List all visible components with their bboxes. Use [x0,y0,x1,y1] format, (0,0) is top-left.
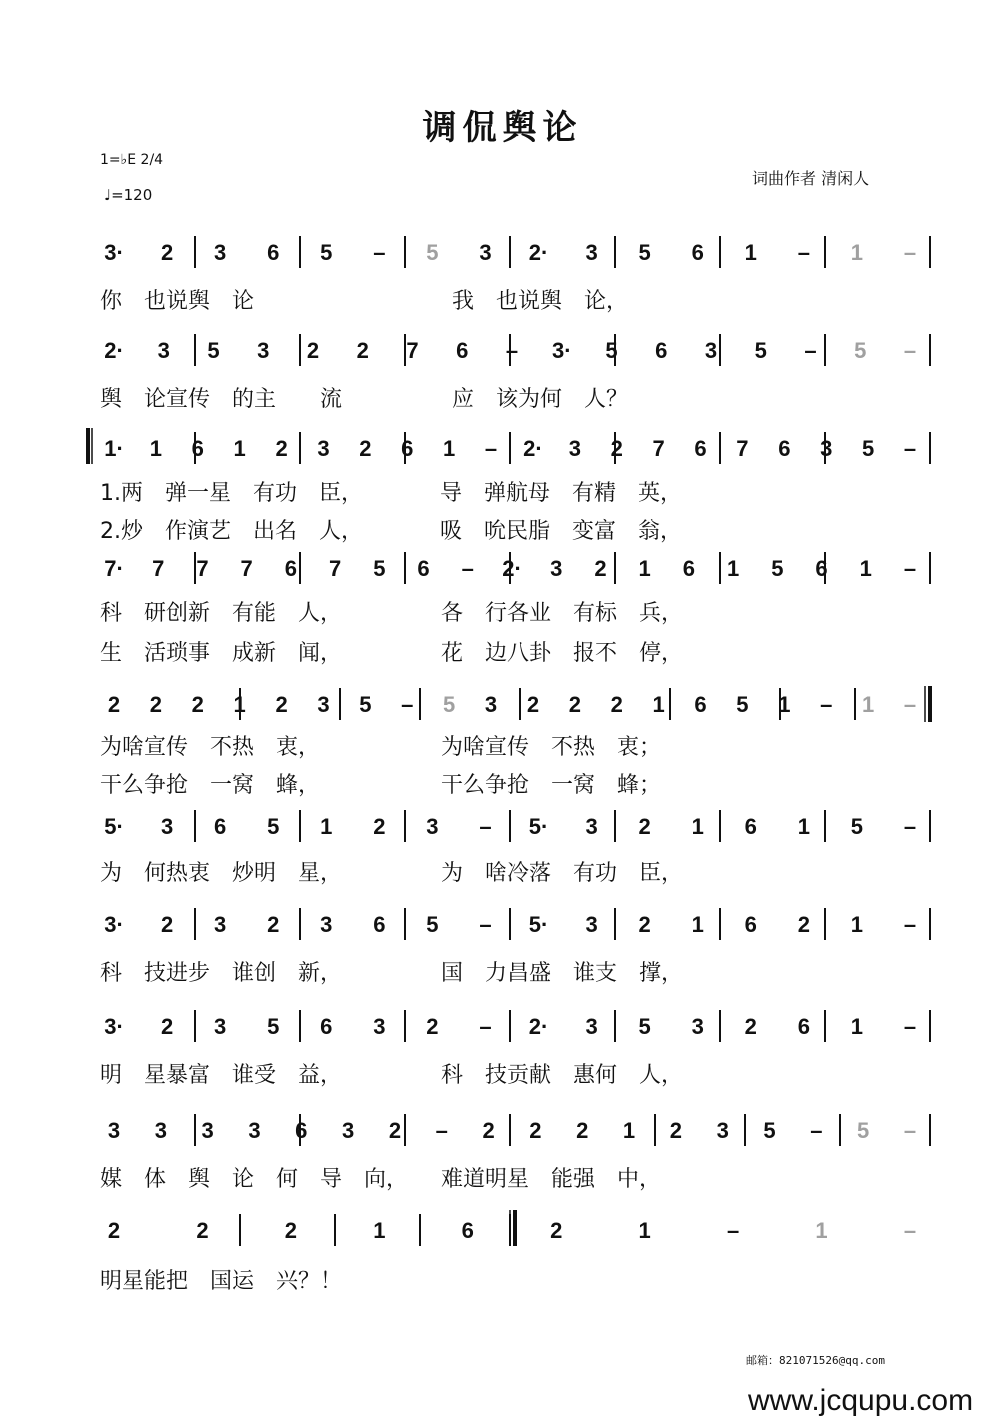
note: 3 [373,1014,386,1039]
note: 6 [778,436,791,461]
note: 3 [341,1118,355,1143]
note: 2 [526,692,540,717]
lyric-line: 干么争抢 一窝 蜂， 干么争抢 一窝 蜂； [100,773,662,798]
note: 7 [406,338,419,363]
note: 5 [320,240,333,265]
note: 5· [528,912,549,937]
lyric-line: 科 技进步 谁创 新， 国 力昌盛 谁支 撑， [100,961,684,986]
lyric-line: 科 研创新 有能 人， 各 行各业 有标 兵， [100,601,684,626]
note: 2 [160,240,174,265]
note: 7 [652,436,665,461]
note: 3 [107,1118,121,1143]
note: 5 [850,814,864,839]
note: 1 [726,556,740,581]
note: 5 [359,692,372,717]
note: 7 [328,556,342,581]
note: 2· [502,556,522,581]
note: 2 [744,1014,757,1039]
note: 2· [528,240,549,265]
note: 3 [585,1014,598,1039]
contact-email: 邮箱：821071526@qq.com [746,1354,885,1367]
note: – [903,1014,917,1039]
note: 3 [160,814,174,839]
note: 6 [284,556,297,581]
note: 5 [426,912,439,937]
note: – [903,912,917,937]
note: 2 [529,1118,542,1143]
note: 6 [214,814,227,839]
note: 6 [655,338,668,363]
note: 3 [201,1118,214,1143]
note: 1 [744,240,757,265]
lyric-line: 明星能把 国运 兴？！ [100,1269,343,1294]
note: 5 [267,1014,280,1039]
note: 5 [605,338,618,363]
note: 2 [284,1218,297,1243]
note: 5 [638,1014,651,1039]
note: 2 [356,338,369,363]
note: – [903,338,917,363]
note: 1 [778,692,791,717]
note: 3 [214,1014,227,1039]
note: 6 [456,338,469,363]
note: 6 [267,240,280,265]
note: 1 [373,1218,386,1243]
note: 5 [373,556,386,581]
note: 2 [149,692,163,717]
note: 7 [196,556,209,581]
note: 2 [191,692,204,717]
note: 5· [528,814,549,839]
note: 1 [850,1014,864,1039]
note: 5 [207,338,220,363]
note: 5 [443,692,456,717]
note: 6 [320,1014,333,1039]
note: – [373,240,386,265]
note: 3 [691,1014,704,1039]
note: 2 [275,692,288,717]
note: 6 [797,1014,810,1039]
note: 2 [576,1118,589,1143]
note: 5 [861,436,875,461]
note: 2 [594,556,607,581]
lyric-line: 为啥宣传 不热 衷， 为啥宣传 不热 衷； [100,735,662,760]
note: 2 [107,692,121,717]
note: 3 [704,338,718,363]
note: – [903,1218,917,1243]
note: 6 [682,556,695,581]
lyric-line: 生 活琐事 成新 闻， 花 边八卦 报不 停， [100,641,684,666]
note: – [810,1118,823,1143]
note: 5 [763,1118,776,1143]
note: 1 [443,436,456,461]
note: 3 [550,556,563,581]
note: 3 [585,814,598,839]
note: 3 [585,240,598,265]
note: 3 [716,1118,729,1143]
note: 3 [214,240,227,265]
note: 3 [568,436,581,461]
note: 1 [850,240,864,265]
note: – [903,240,917,265]
note: 7 [152,556,165,581]
note: 6 [373,912,386,937]
note: 2 [275,436,288,461]
note: 1 [861,692,875,717]
note: 1 [652,692,665,717]
key-signature: 1=♭E 2/4 [100,152,164,168]
note: – [479,814,492,839]
note: 3 [317,436,330,461]
note: 7 [736,436,749,461]
note: 5 [771,556,784,581]
note: 3 [317,692,330,717]
note: 6 [744,912,757,937]
note: 7 [240,556,253,581]
note: – [903,814,917,839]
note: – [505,338,519,363]
note: 3 [479,240,492,265]
note: – [903,692,917,717]
note: 3 [214,912,227,937]
note: 5 [267,814,280,839]
note: 5 [754,338,767,363]
note: 2 [267,912,280,937]
note: – [401,692,414,717]
note: 6 [191,436,204,461]
note: 1 [149,436,163,461]
note: 2· [528,1014,549,1039]
note: 3· [551,338,572,363]
note: 1 [622,1118,636,1143]
note: 7· [104,556,124,581]
site-watermark: www.jcqupu.com [748,1384,974,1417]
note: 5 [736,692,749,717]
lyric-line: 1.两 弹一星 有功 臣， 导 弹航母 有精 英， [100,481,682,506]
note: 1 [691,912,704,937]
note: – [484,436,498,461]
note: 2 [359,436,372,461]
note: 5 [426,240,439,265]
note: 6 [744,814,757,839]
note: 2 [638,912,651,937]
note: 2 [196,1218,209,1243]
note: – [903,556,917,581]
note: – [435,1118,448,1143]
note: – [903,436,917,461]
note: 2 [568,692,581,717]
lyric-line: 媒 体 舆 论 何 导 向， 难道明星 能强 中， [100,1167,662,1192]
note: 1 [797,814,810,839]
note: 3· [104,1014,124,1039]
note: – [804,338,817,363]
note: 5· [104,814,124,839]
note: 3 [585,912,598,937]
note: 6 [401,436,414,461]
lyric-line: 2.炒 作演艺 出名 人， 吸 吮民脂 变富 翁， [100,519,682,544]
note: 1 [638,556,651,581]
note: 6 [694,436,707,461]
note: 2 [306,338,320,363]
note: 2 [638,814,651,839]
note: 2· [523,436,543,461]
note: 2 [373,814,386,839]
note: 1 [815,1218,828,1243]
note: 2 [610,436,623,461]
note: – [820,692,833,717]
note: 2 [426,1014,439,1039]
tempo-marking: ♩=120 [104,186,153,204]
note: 1 [859,556,872,581]
lyric-line: 明 星暴富 谁受 益， 科 技贡献 惠何 人， [100,1063,684,1088]
note: 6 [417,556,430,581]
lyric-line: 为 何热衷 炒明 星， 为 啥冷落 有功 臣， [100,861,684,886]
note: 3 [426,814,439,839]
song-title: 调侃舆论 [422,108,583,148]
note: 1 [691,814,704,839]
note: 6 [691,240,704,265]
note: 2 [388,1118,402,1143]
note: 2 [107,1218,121,1243]
note: 5 [854,338,867,363]
note: 6 [694,692,707,717]
note: 1 [320,814,333,839]
note: 3 [484,692,498,717]
note: 2 [160,912,174,937]
note: – [903,1118,917,1143]
note: 5 [638,240,651,265]
note: 2· [104,338,124,363]
note: 3· [104,912,124,937]
note: 3 [820,436,833,461]
note: – [797,240,810,265]
note: – [726,1218,740,1243]
note: 1 [850,912,864,937]
note: 1 [233,692,246,717]
note: 6 [295,1118,308,1143]
lyric-line: 你 也说舆 论 我 也说舆 论， [100,289,629,314]
note: 5 [857,1118,870,1143]
note: 2 [610,692,623,717]
author-credit: 词曲作者 清闲人 [752,169,870,188]
note: 2 [550,1218,563,1243]
note: 6 [461,1218,474,1243]
note: 3 [257,338,270,363]
note: 3 [154,1118,167,1143]
note: – [479,1014,492,1039]
note: 1· [104,436,124,461]
note: 3· [104,240,124,265]
note: 3 [320,912,333,937]
lyric-line: 舆 论宣传 的主 流 应 该为何 人？ [100,387,629,412]
note: 2 [482,1118,495,1143]
note: 2 [160,1014,174,1039]
note: 2 [669,1118,682,1143]
note: – [461,556,474,581]
note: – [479,912,492,937]
note: 6 [815,556,828,581]
note: 3 [157,338,170,363]
note: 1 [638,1218,651,1243]
note: 2 [797,912,810,937]
note: 3 [248,1118,261,1143]
note: 1 [233,436,246,461]
